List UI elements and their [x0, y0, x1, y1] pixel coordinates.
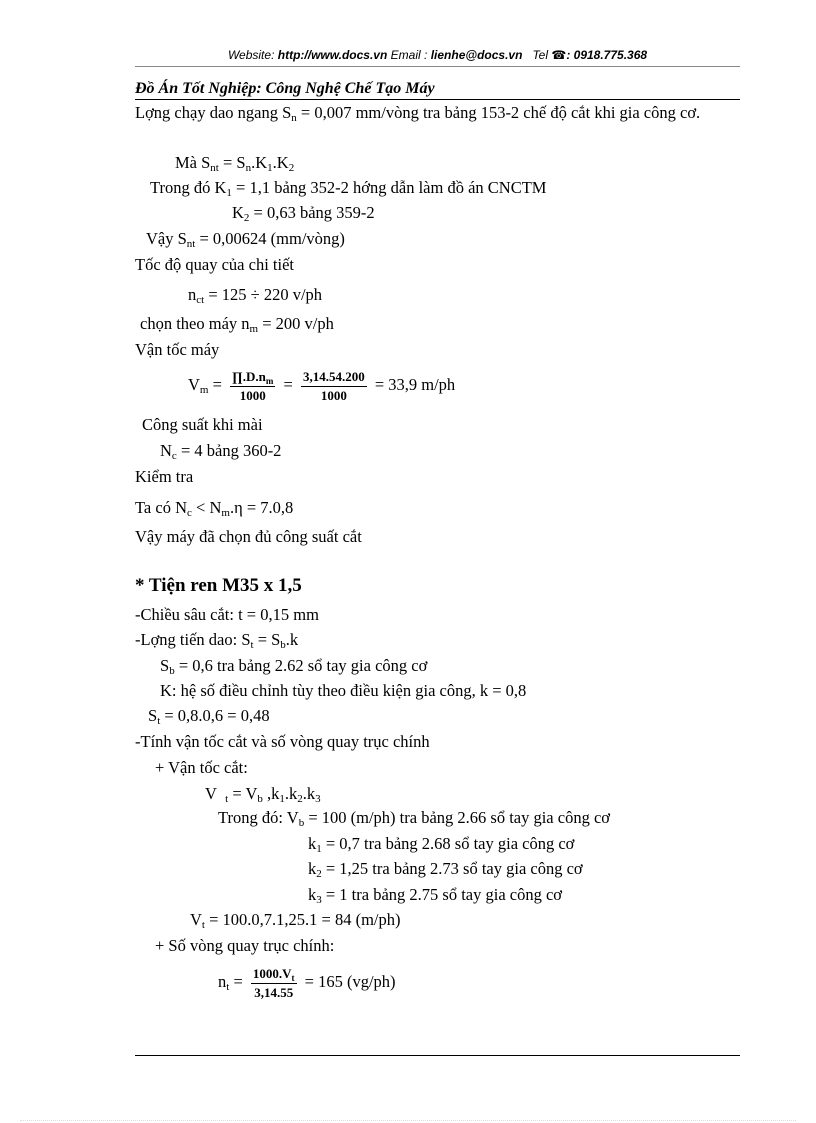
page-header [135, 48, 740, 62]
text-line: $k_3 = 1$ tra bảng 2.75 sổ tay gia công cơ [308, 885, 563, 906]
section-heading: * Tiện ren M35 x 1,5 [135, 575, 302, 596]
text-line: + Số vòng quay trục chính: [155, 936, 335, 955]
text-line: V $_t = V_b$ $,k_1.k_2.k_3$ [205, 784, 321, 805]
header-divider [135, 66, 740, 67]
text-line: $K_2 = 0,63$ bảng 359-2 [232, 203, 375, 224]
fraction: $\frac{\prod.D.n_m}{1000}$ [232, 368, 274, 403]
text-line: + Vận tốc cắt: [155, 758, 248, 777]
text-line: $n_{ct} = 125 \div 220$ v/ph [188, 285, 323, 306]
text-line: $V_t = 100.0,7.1,25.1 = 84$ (m/ph) [190, 910, 401, 931]
text-line: Trong đó: $V_b = 100$ (m/ph) tra bảng 2.66 sổ tay gia công cơ [218, 808, 611, 829]
website-url[interactable]: http://www.docs.vn [277, 48, 388, 62]
text-line: Ta có $N_c < N_m.\eta = 7.0,8$ [135, 498, 294, 519]
email-label: Email : [390, 48, 428, 62]
text-line: -Tính vận tốc cắt và số vòng quay trục chính [135, 732, 430, 751]
footer-divider [135, 1055, 740, 1056]
text-line: $S_b = 0,6$ tra bảng 2.62 sổ tay gia công cơ [160, 656, 428, 677]
tel-value: : 0918.775.368 [566, 48, 648, 62]
email-value[interactable]: lienhe@docs.vn [430, 48, 523, 62]
text-line: K: hệ số điều chỉnh tùy theo điều kiện gia công, k = 0,8 [160, 681, 527, 700]
text-line: Tốc độ quay của chi tiết [135, 255, 294, 274]
text-line: chọn theo máy $n_m = 200$ v/ph [140, 314, 334, 335]
text-line: $N_c = 4$ bảng 360-2 [160, 441, 282, 462]
fraction: $\frac{3,14.54.200}{1000}$ [302, 368, 365, 403]
text-line: -Chiều sâu cắt: t = 0,15 mm [135, 605, 319, 624]
text-line: Vậy $S_{nt} = 0,00624$ (mm/vòng) [146, 229, 345, 250]
tel-label: Tel [532, 48, 549, 62]
text-line: $S_t = 0,8.0,6 = 0,48$ [148, 706, 270, 727]
text-line: Công suất khi mài [142, 415, 263, 434]
phone-icon: ☎ [551, 48, 567, 62]
text-line: Trong đó $K_1 = 1,1$ bảng 352-2 hớng dẫn làm đồ án CNCTM [150, 178, 547, 199]
text-line: $k_1 = 0,7$ tra bảng 2.68 sổ tay gia công cơ [308, 834, 575, 855]
text-line: $k_2 = 1,25$ tra bảng 2.73 sổ tay gia công cơ [308, 859, 583, 880]
text-line: -Lợng tiến dao: $S_t = S_b.k$ [135, 630, 299, 651]
text-line: Vậy máy đã chọn đủ công suất cắt [135, 527, 362, 546]
text-line: Vận tốc máy [135, 340, 220, 359]
page-edge [20, 1120, 796, 1121]
fraction: $\frac{1000.V_t}{3,14.55}$ [252, 965, 295, 1000]
formula-vm: $V_m$ = $\frac{\prod.D.n_m}{1000}$ = $\frac{3,14.54.200}{1000}$ = 33,9 m/ph [188, 368, 456, 403]
website-label: Website: [227, 48, 275, 62]
document-title: Đồ Án Tốt Nghiệp: Công Nghệ Chế Tạo Máy [135, 80, 740, 100]
text-line: Mà $S_{nt} = S_n.K_1.K_2$ [175, 153, 295, 174]
formula-nt: $n_t$ = $\frac{1000.V_t}{3,14.55}$ = 165 (vg/ph) [218, 965, 396, 1000]
text-line: Kiểm tra [135, 467, 194, 486]
text-line: Lợng chạy dao ngang $S_n = 0,007$ mm/vòng tra bảng 153-2 chế độ cắt khi gia công cơ. [135, 103, 701, 124]
